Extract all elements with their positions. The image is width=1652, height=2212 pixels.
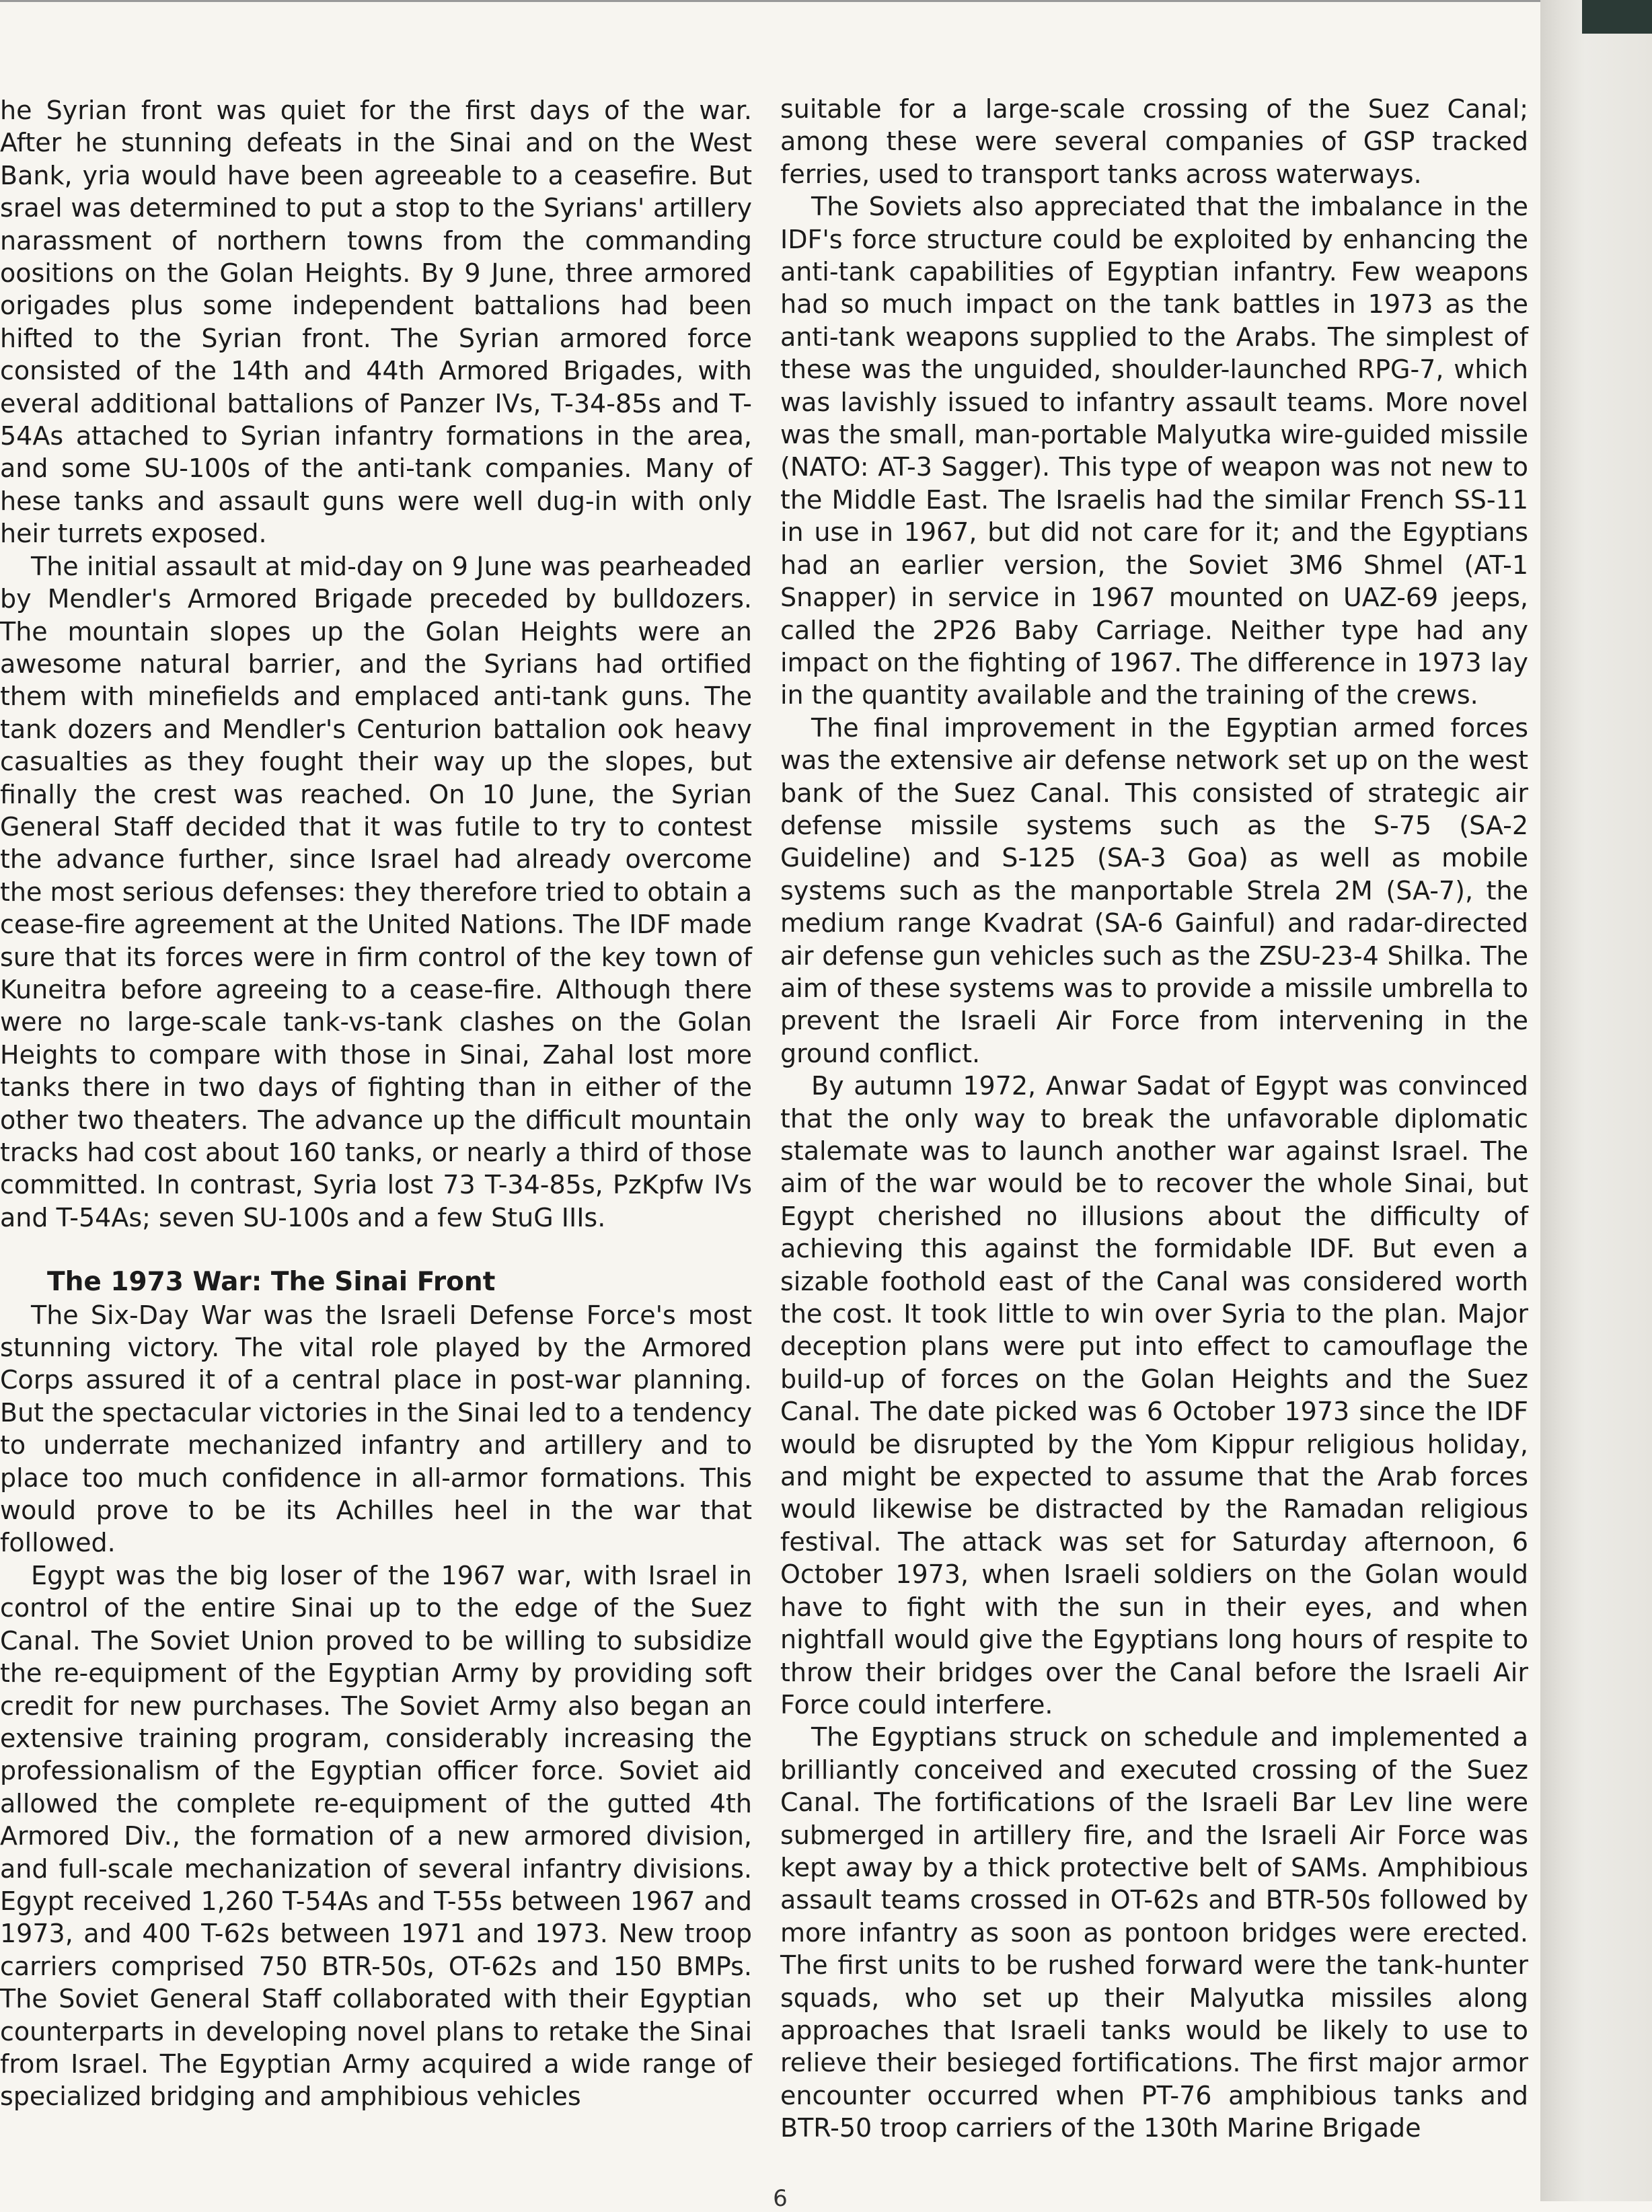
left-paragraph-1: he Syrian front was quiet for the first days of the war. After he stunning defeats in the Sinai and on the West Bank, yria would have been agreeable to a ceasefire. But srael was determined to put a stop to the Syrians' artillery narassment of northern towns from the commanding oositions on the Golan Heights. By 9 June, three armored origades plus some independent battalions had been hifted to the Syrian front. The Syrian armored force consisted of the 14th and 44th Armored Brigades, with everal additional battalions of Panzer IVs, T-34-85s and T-54As attached to Syrian infantry formations in the area, and some SU-100s of the anti-tank companies. Many of hese tanks and assault guns were well dug-in with only heir turrets exposed. [0, 96, 752, 549]
section-heading: The 1973 War: The Sinai Front [47, 1267, 496, 1298]
left-column [0, 94, 752, 2113]
page-top-rule [0, 0, 1547, 2]
right-column [780, 93, 1528, 2145]
left-paragraph-4: Egypt was the big loser of the 1967 war, with Israel in control of the entire Sinai up to the edge of the Suez Canal. The Soviet Union proved to be willing to subsidize the re-equipment of the Egyptian Army by providing soft credit for new purchases. The Soviet Army also began an extensive training program, considerably increasing the professionalism of the Egyptian officer force. Soviet aid allowed the complete re-equipment of the gutted 4th Armored Div., the formation of a new armored division, and full-scale mechanization of several infantry divisions. Egypt received 1,260 T-54As and T-55s between 1967 and 1973, and 400 T-62s between 1971 and 1973. New troop carriers comprised 750 BTR-50s, OT-62s and 150 BMPs. The Soviet General Staff collaborated with their Egyptian counterparts in developing novel plans to retake the Sinai from Israel. The Egyptian Army acquired a wide range of specialized bridging and amphibious vehicles [0, 1560, 752, 2112]
scanner-edge-corner [1582, 0, 1652, 34]
right-paragraph-4: By autumn 1972, Anwar Sadat of Egypt was convinced that the only way to break the unfavorable diplomatic stalemate was to launch another war against Israel. The aim of the war would be to recover the whole Sinai, but Egypt cherished no illusions about the difficulty of achieving this against the formidable IDF. But even a sizable foothold east of the Canal was considered worth the cost. It took little to win over Syria to the plan. Major deception plans were put into effect to camouflage the build-up of forces on the Golan Heights and the Suez Canal. The date picked was 6 October 1973 since the IDF would be disrupted by the Yom Kippur religious holiday, and might be expected to assume that the Arab forces would likewise be distracted by the Ramadan religious festival. The attack was set for Saturday afternoon, 6 October 1973, when Israeli soldiers on the Golan would have to fight with the sun in their eyes, and when nightfall would give the Egyptians long hours of respite to throw their bridges over the Canal before the Israeli Air Force could interfere. [780, 1071, 1528, 1720]
right-paragraph-1: suitable for a large-scale crossing of the Suez Canal; among these were several companies of GSP tracked ferries, used to transport tanks across waterways. [780, 94, 1528, 189]
page-number: 6 [773, 2185, 788, 2212]
left-paragraph-2: The initial assault at mid-day on 9 June was pearheaded by Mendler's Armored Brigade preceded by bulldozers. The mountain slopes up the Golan Heights were an awesome natural barrier, and the Syrians had ortified them with minefields and emplaced anti-tank guns. The tank dozers and Mendler's Centurion battalion ook heavy casualties as they fought their way up the slopes, but finally the crest was reached. On 10 June, the Syrian General Staff decided that it was futile to try to contest the advance further, since Israel had already overcome the most serious defenses: they therefore tried to obtain a cease-fire agreement at the United Nations. The IDF made sure that its forces were in firm control of the key town of Kuneitra before agreeing to a cease-fire. Although there were no large-scale tank-vs-tank clashes on the Golan Heights to compare with those in Sinai, Zahal lost more tanks there in two days of fighting than in either of the other two theaters. The advance up the difficult mountain tracks had cost about 160 tanks, or nearly a third of those committed. In contrast, Syria lost 73 T-34-85s, PzKpfw IVs and T-54As; seven SU-100s and a few StuG IIIs. [0, 551, 752, 1232]
right-paragraph-3: The final improvement in the Egyptian armed forces was the extensive air defense network set up on the west bank of the Suez Canal. This consisted of strategic air defense missile systems such as the S-75 (SA-2 Guideline) and S-125 (SA-3 Goa) as well as mobile systems such as the manportable Strela 2M (SA-7), the medium range Kvadrat (SA-6 Gainful) and radar-directed air defense gun vehicles such as the ZSU-23-4 Shilka. The aim of these systems was to provide a missile umbrella to prevent the Israeli Air Force from intervening in the ground conflict. [780, 712, 1528, 1068]
left-paragraph-3: The Six-Day War was the Israeli Defense Force's most stunning victory. The vital role played by the Armored Corps assured it of a central place in post-war planning. But the spectacular victories in the Sinai led to a tendency to underrate mechanized infantry and artillery and to place too much confidence in all-armor formations. This would prove to be its Achilles heel in the war that followed. [0, 1300, 752, 1558]
right-paragraph-2: The Soviets also appreciated that the imbalance in the IDF's force structure could be exploited by enhancing the anti-tank capabilities of Egyptian infantry. Few weapons had so much impact on the tank battles in 1973 as the anti-tank weapons supplied to the Arabs. The simplest of these was the unguided, shoulder-launched RPG-7, which was lavishly issued to infantry assault teams. More novel was the small, man-portable Malyutka wire-guided missile (NATO: AT-3 Sagger). This type of weapon was not new to the Middle East. The Israelis had the similar French SS-11 in use in 1967, but did not care for it; and the Egyptians had an earlier version, the Soviet 3M6 Shmel (AT-1 Snapper) in service in 1967 mounted on UAZ-69 jeeps, called the 2P26 Baby Carriage. Neither type had any impact on the fighting of 1967. The difference in 1973 lay in the quantity available and the training of the crews. [780, 192, 1528, 710]
page-edge-shadow [1540, 0, 1652, 2201]
right-paragraph-5: The Egyptians struck on schedule and implemented a brilliantly conceived and executed crossing of the Suez Canal. The fortifications of the Israeli Bar Lev line were submerged in artillery fire, and the Israeli Air Force was kept away by a thick protective belt of SAMs. Amphibious assault teams crossed in OT-62s and BTR-50s followed by more infantry as soon as pontoon bridges were erected. The first units to be rushed forward were the tank-hunter squads, who set up their Malyutka missiles along approaches that Israeli tanks would be likely to use to relieve their besieged fortifications. The first major armor encounter occurred when PT-76 amphibious tanks and BTR-50 troop carriers of the 130th Marine Brigade [780, 1722, 1528, 2143]
section-gap [0, 1234, 752, 1266]
